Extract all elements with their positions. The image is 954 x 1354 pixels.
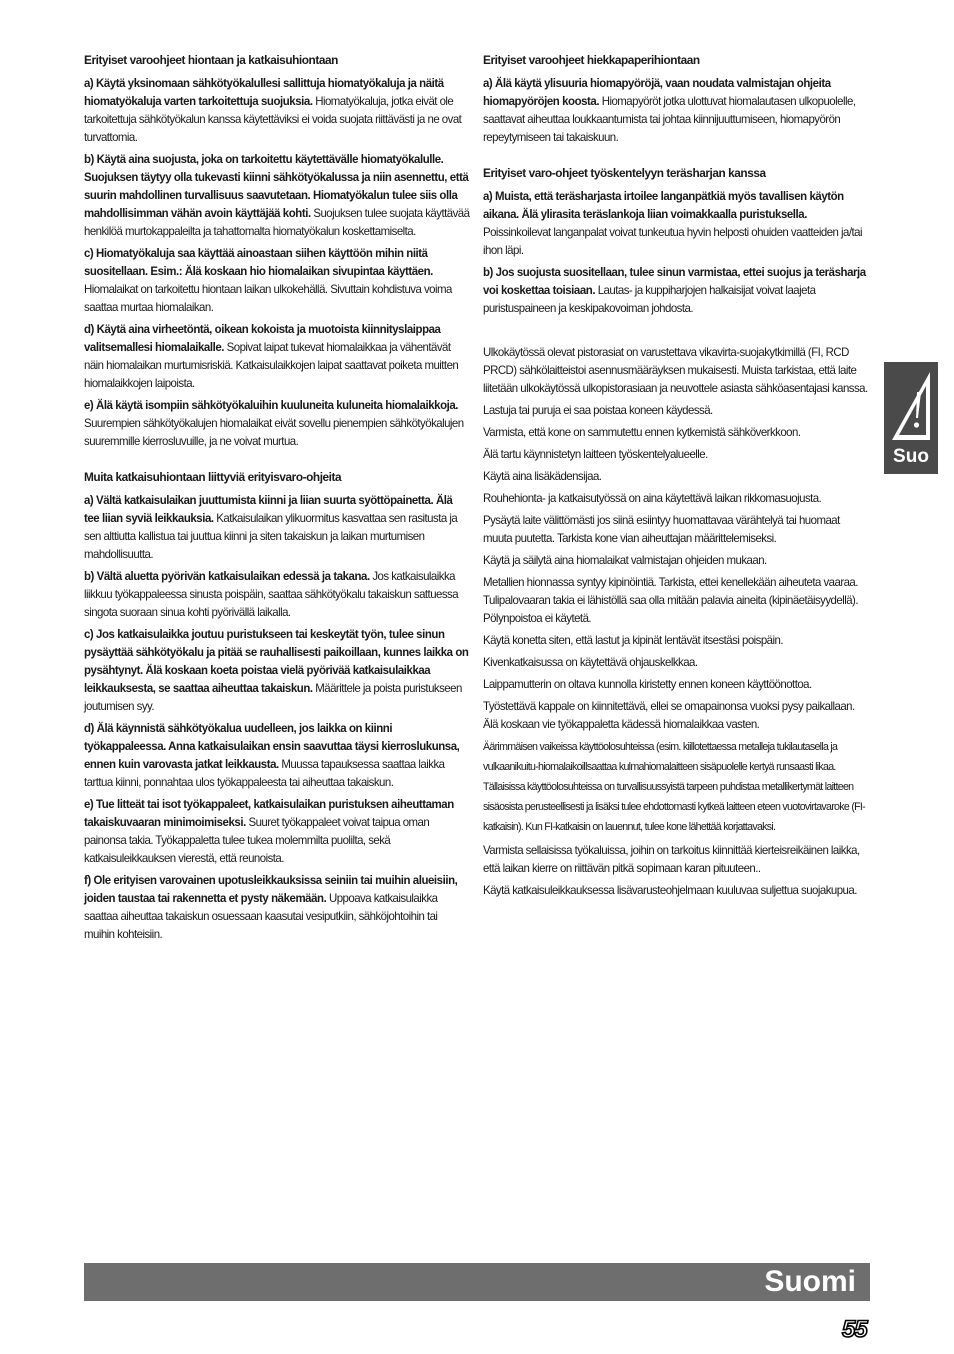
paragraph: c) Hiomatyökaluja saa käyttää ainoastaan siihen käyttöön mihin niitä suositellaan. Esim.: Älä koskaan hio hiomalaikan sivupintaa käyttäen. Hiomalaikat on tarkoitettu hiontaan laikan ulkokehällä. Sivuttain kohdistuva voima saattaa murtaa hiomalaikan. <box>84 246 452 314</box>
section-heading: Erityiset varoohjeet hiekkapaperihiontaan <box>483 53 700 67</box>
warning-icon <box>888 366 934 446</box>
paragraph: Käytä katkaisuleikkauksessa lisävarusteohjelmaan kuuluvaa suljettua suojakupua. <box>483 883 857 897</box>
paragraph: Varmista sellaisissa työkaluissa, joihin on tarkoitus kiinnittää kierteisreikäinen laikka, että laikan kierre on riittävän pitkä sopimaan karan pituuteen.. <box>483 843 860 875</box>
paragraph: a) Vältä katkaisulaikan juuttumista kiinni ja liian suurta syöttöpainetta. Älä tee liian syviä leikkauksia. Katkaisulaikan ylikuormitus kasvattaa sen rasitusta ja sen alttiutta kallistua tai juuttua kiinni ja siten takaiskun ja laikan murtumisen mahdollisuutta. <box>84 493 458 561</box>
paragraph: Älä tartu käynnistetyn laitteen työskentelyalueelle. <box>483 447 708 461</box>
left-column <box>84 51 470 947</box>
paragraph: Lastuja tai puruja ei saa poistaa koneen käydessä. <box>483 403 713 417</box>
paragraph: b) Käytä aina suojusta, joka on tarkoitettu käytettävälle hiomatyökalulle. Suojuksen täytyy olla tukevasti kiinni sähkötyökalussa ja niin asennettu, että suurin mahdollinen turvallisuus saavutetaan. Hiomatyökalun tulee siis olla mahdollisimman vähän avoin käyttäjää kohti. Suojuksen tulee suojata käyttävää henkilöä murtokappaleilta ja tahattomalta hiomatyökalun koskettamiselta. <box>84 152 470 238</box>
section-heading: Erityiset varo-ohjeet työskentelyyn teräsharjan kanssa <box>483 166 766 180</box>
paragraph: d) Älä käynnistä sähkötyökalua uudelleen, jos laikka on kiinni työkappaleessa. Anna katkaisulaikan ensin saavuttaa täysi kierroslukunsa, ennen kuin varovasta jatkat leikkausta. Muussa tapauksessa saattaa laikka tarttua kiinni, ponnahtaa ulos työkappaleesta tai aiheuttaa takaiskun. <box>84 721 460 789</box>
paragraph: Kivenkatkaisussa on käytettävä ohjauskelkkaa. <box>483 655 698 669</box>
paragraph: c) Jos katkaisulaikka joutuu puristukseen tai keskeytät työn, tulee sinun pysäyttää sähkötyökalu ja pitää se rauhallisesti paikoillaan, kunnes laikka on pysähtynyt. Älä koskaan koeta poistaa vielä pyörivää katkaisulaikkaa leikkauksesta, se saattaa aiheuttaa takaiskun. Määrittele ja poista puristukseen joutumisen syy. <box>84 627 469 713</box>
paragraph: Rouhehionta- ja katkaisutyössä on aina käytettävä laikan rikkomasuojusta. <box>483 491 822 505</box>
paragraph: Metallien hionnassa syntyy kipinöintiä. Tarkista, ettei kenellekään aiheuteta vaaraa. Tulipalovaaran takia ei lähistöllä saa olla mitään palavia aineita (kipinäetäisyydellä). Pölynpoistoa ei käytetä. <box>483 575 858 625</box>
paragraph: Käytä ja säilytä aina hiomalaikat valmistajan ohjeiden mukaan. <box>483 553 767 567</box>
paragraph: Varmista, että kone on sammutettu ennen kytkemistä sähköverkkoon. <box>483 425 801 439</box>
paragraph: e) Älä käytä isompiin sähkötyökaluihin kuuluneita kuluneita hiomalaikkoja. Suurempien sähkötyökalujen hiomalaikat eivät sovellu pienempien sähkötyökalujen suuremmille kierrosluvuille, ja ne voivat murtua. <box>84 398 464 448</box>
paragraph: Pysäytä laite välittömästi jos siinä esiintyy huomattavaa värähtelyä tai huomaat muuta puutetta. Tarkista kone vian aiheuttajan määrittelemiseksi. <box>483 513 840 545</box>
paragraph: a) Käytä yksinomaan sähkötyökalullesi sallittuja hiomatyökaluja ja näitä hiomatyökaluja varten tarkoitettuja suojuksia. Hiomatyökaluja, jotka eivät ole tarkoitettuja sähkötyökalun kanssa käytettäviksi ei voida suojata riittävästi ja ne ovat turvattomia. <box>84 76 462 144</box>
section-heading: Erityiset varoohjeet hiontaan ja katkaisuhiontaan <box>84 53 338 67</box>
paragraph: d) Käytä aina virheetöntä, oikean kokoista ja muotoista kiinnityslaippaa valitsemallesi hiomalaikalle. Sopivat laipat tukevat hiomalaikkaa ja vähentävät näin hiomalaikan murtumisriskiä. Katkaisulaikkojen laipat saattavat poiketa muitten hiomalaikkojen laipoista. <box>84 322 459 390</box>
paragraph: b) Jos suojusta suositellaan, tulee sinun varmistaa, ettei suojus ja teräsharja voi koskettaa toisiaan. Lautas- ja kuppiharjojen halkaisijat voivat laajeta puristuspaineen ja keskipakovoiman johdosta. <box>483 265 866 315</box>
paragraph: Käytä konetta siten, että lastut ja kipinät lentävät itsestäsi poispäin. <box>483 633 784 647</box>
footer-bar <box>84 1263 870 1301</box>
paragraph: f) Ole erityisen varovainen upotusleikkauksissa seiniin tai muihin alueisiin, joiden taustaa tai rakennetta et pysty näkemään. Uppoava katkaisulaikka saattaa aiheuttaa takaiskun osuessaan kaasutai vesiputkiin, sähköjohtoihin tai muihin kohteisiin. <box>84 873 458 941</box>
paragraph: a) Muista, että teräsharjasta irtoilee langanpätkiä myös tavallisen käytön aikana. Älä ylirasita teräslankoja liian voimakkaalla puristuksella. Poissinkoilevat langanpalat voivat tunkeutua hyvin helposti ohuiden vaatteiden ja/tai ihon läpi. <box>483 189 862 257</box>
paragraph: Laippamutterin on oltava kunnolla kiristetty ennen koneen käyttöönottoa. <box>483 677 812 691</box>
paragraph: a) Älä käytä ylisuuria hiomapyöröjä, vaan noudata valmistajan ohjeita hiomapyöröjen koosta. Hiomapyöröt jotka ulottuvat hiomalautasen ulkopuolelle, saattavat aiheuttaa loukkaantumista tai johtaa kiinnijuuttumiseen, hiomapyörön repeytymiseen tai takaiskuun. <box>483 76 856 144</box>
paragraph: Äärimmäisen vaikeissa käyttöolosuhteissa (esim. kiillotettaessa metalleja tukilautasella ja vulkaanikuitu-hiomalaikoillsaattaa kulmahiomalaitteen sisäpuolelle kertyä runsaasti likaa. Tällaisissa käyttöolosuhteissa on turvallisuussyistä tarpeen puhdistaa metallikertymät laitteen sisäosista perusteellisesti ja lisäksi tulee ehdottomasti kytkeä laitteen eteen vuotovirtavaroke (FI-katkaisin). Kun FI-katkaisin on lauennut, tulee kone lähettää korjattavaksi. <box>483 741 865 833</box>
paragraph: b) Vältä aluetta pyörivän katkaisulaikan edessä ja takana. Jos katkaisulaikka liikkuu työkappaleessa sinusta poispäin, saattaa sähkötyökalu takaiskun sattuessa singota suoraan sinua kohti pyörivällä laikalla. <box>84 569 459 619</box>
paragraph: Ulkokäytössä olevat pistorasiat on varustettava vikavirta-suojakytkimillä (FI, RCD PRCD) sähkölaitteistoi asennusmääräyksen mukaisesti. Muista tarkistaa, että laite liitetään ulkokäytössä ulkopistorasiaan ja neuvottele asiasta sähköasentajasi kanssa. <box>483 345 868 395</box>
paragraph: Työstettävä kappale on kiinnitettävä, ellei se omapainonsa vuoksi pysy paikallaan. Älä koskaan vie työkappaletta kädessä hiomalaikkaa vasten. <box>483 699 855 731</box>
right-column <box>483 51 871 903</box>
footer-title: Suomi <box>764 1265 856 1298</box>
side-tab-label: Suo <box>893 446 929 467</box>
paragraph: e) Tue litteät tai isot työkappaleet, katkaisulaikan puristuksen aiheuttaman takaiskuvaaran minimoimiseksi. Suuret työkappaleet voivat taipua oman painonsa takia. Työkappaletta tulee tukea molemmilta puolilta, sekä katkaisuleikkauksen vierestä, että reunoista. <box>84 797 454 865</box>
section-heading: Muita katkaisuhiontaan liittyviä erityisvaro-ohjeita <box>84 470 342 484</box>
language-side-tab <box>884 362 938 474</box>
paragraph: Käytä aina lisäkädensijaa. <box>483 469 602 483</box>
page-number: 55 <box>842 1316 867 1343</box>
